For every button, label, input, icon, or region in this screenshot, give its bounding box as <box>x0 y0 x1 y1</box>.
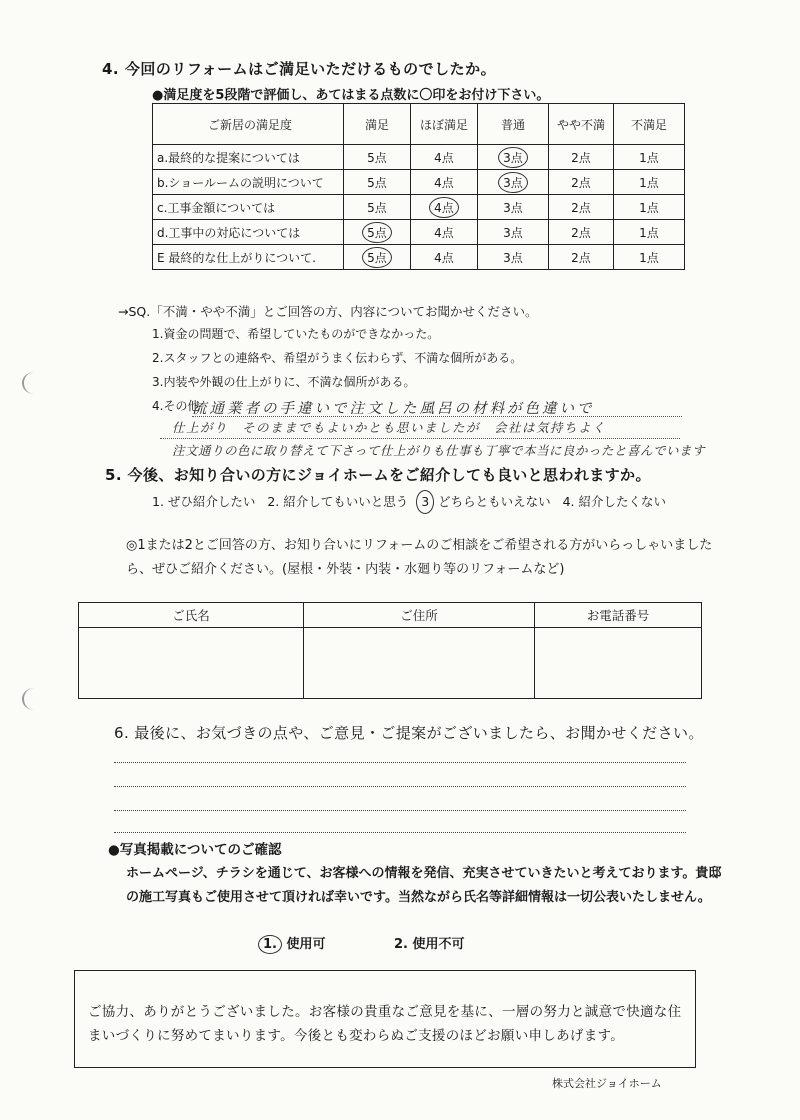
q5-options <box>152 490 702 514</box>
satisfaction-table <box>152 103 685 270</box>
sq-option: 4.その他 <box>152 399 200 413</box>
header-cell: 不満足 <box>614 104 685 145</box>
satisfaction-row <box>153 195 685 220</box>
photo-option-allowed[interactable] <box>258 933 326 954</box>
sq-title: →SQ.「不満・やや不満」とご回答の方、内容についてお聞かせください。 <box>118 304 538 319</box>
sq-option: 2.スタッフとの連絡や、希望がうまく伝わらず、不満な個所がある。 <box>152 351 523 365</box>
score-cell[interactable]: 1点 <box>639 150 659 165</box>
photo-option-denied[interactable]: 2. 使用不可 <box>394 937 465 952</box>
q5-note: ◎1または2とご回答の方、お知り合いにリフォームのご相談をご希望される方がいらっしゃいましたら、ぜひご紹介ください。(屋根・外装・内装・水廻り等のリフォームなど) <box>126 538 713 577</box>
score-cell[interactable]: 4点 <box>434 250 454 265</box>
score-cell[interactable]: 1点 <box>639 225 659 240</box>
photo-heading: ●写真掲載についてのご確認 <box>108 842 282 858</box>
satisfaction-row <box>153 145 685 170</box>
satisfaction-row <box>153 170 685 195</box>
contact-header: ご氏名 <box>79 603 304 628</box>
score-cell[interactable]: 4点 <box>434 150 454 165</box>
address-field[interactable] <box>304 628 535 699</box>
thanks-text: ご協力、ありがとうございました。お客様の貴重なご意見を基に、一層の努力と誠意で快適な住まいづくりに努めてまいります。今後とも変わらぬご支援のほどお願い申しあげます。 <box>88 1004 682 1044</box>
comment-line[interactable] <box>114 832 686 833</box>
score-cell[interactable]: 5点 <box>367 150 387 165</box>
satisfaction-header-row <box>153 104 685 145</box>
score-cell[interactable]: 1点 <box>639 250 659 265</box>
photo-body: ホームページ、チラシを通じて、お客様への情報を発信、充実させていきたいと考えております。貴邸の施工写真もご使用させて頂ければ幸いです。当然ながら氏名等詳細情報は一切公表いたしません。 <box>126 866 722 905</box>
score-cell[interactable]: 1点 <box>639 200 659 215</box>
score-cell[interactable]: 3点 <box>498 147 528 168</box>
q4-instruction: ●満足度を5段階で評価し、あてはまる点数に〇印をお付け下さい。 <box>152 88 550 103</box>
score-cell[interactable]: 1点 <box>639 175 659 190</box>
row-label: d.工事中の対応については <box>153 220 344 245</box>
header-cell: 普通 <box>478 104 549 145</box>
handwritten-line: 流通業者の手違いで注文した風呂の材料が色違いで <box>192 401 595 417</box>
photo-option-number: 1. <box>258 935 282 954</box>
q5-option[interactable]: どちらともいえない <box>438 494 551 509</box>
score-cell[interactable]: 5点 <box>362 247 392 268</box>
sq-option: 3.内装や外観の仕上がりに、不満な個所がある。 <box>152 375 416 389</box>
score-cell[interactable]: 2点 <box>571 175 591 190</box>
contact-table <box>78 602 702 699</box>
score-cell[interactable]: 5点 <box>367 175 387 190</box>
score-cell[interactable]: 4点 <box>429 197 459 218</box>
q5-option-circled[interactable]: 3 <box>416 490 434 514</box>
row-label: c.工事金額については <box>153 195 344 220</box>
punch-hole <box>22 372 46 394</box>
satisfaction-row <box>153 245 685 270</box>
q5-option[interactable]: 1. ぜひ紹介したい <box>152 494 256 509</box>
answer-line <box>160 438 680 439</box>
score-cell[interactable]: 5点 <box>362 222 392 243</box>
photo-option-label: 使用可 <box>286 937 326 952</box>
score-cell[interactable]: 3点 <box>498 172 528 193</box>
row-label: a.最終的な提案については <box>153 145 344 170</box>
sq-option: 1.資金の問題で、希望していたものができなかった。 <box>152 327 440 341</box>
row-label: E 最終的な仕上がりについて. <box>153 245 344 270</box>
score-cell[interactable]: 5点 <box>367 200 387 215</box>
contact-header: お電話番号 <box>535 603 702 628</box>
score-cell[interactable]: 2点 <box>571 150 591 165</box>
q5-option[interactable]: 4. 紹介したくない <box>562 494 666 509</box>
header-cell: ご新居の満足度 <box>153 104 344 145</box>
header-cell: 満足 <box>344 104 411 145</box>
header-cell: ほぼ満足 <box>411 104 478 145</box>
comment-line[interactable] <box>114 810 686 811</box>
score-cell[interactable]: 2点 <box>571 225 591 240</box>
name-field[interactable] <box>79 628 304 699</box>
score-cell[interactable]: 4点 <box>434 175 454 190</box>
punch-hole <box>22 688 46 710</box>
q5-option[interactable]: 2. 紹介してもいいと思う <box>267 494 409 509</box>
phone-field[interactable] <box>535 628 702 699</box>
score-cell[interactable]: 2点 <box>571 200 591 215</box>
header-cell: やや不満 <box>549 104 614 145</box>
contact-header: ご住所 <box>304 603 535 628</box>
q6-title: 6. 最後に、お気づきの点や、ご意見・ご提案がございましたら、お聞かせください。 <box>114 724 704 742</box>
satisfaction-row <box>153 220 685 245</box>
score-cell[interactable]: 4点 <box>434 225 454 240</box>
comment-line[interactable] <box>114 786 686 787</box>
comment-line[interactable] <box>114 762 686 763</box>
company-name: 株式会社ジョイホーム <box>552 1077 662 1090</box>
handwritten-line: 仕上がり そのままでもよいかとも思いましたが 会社は気持ちよく <box>172 420 607 435</box>
score-cell[interactable]: 3点 <box>503 225 523 240</box>
q4-title: 4. 今回のリフォームはご満足いただけるものでしたか。 <box>102 60 497 78</box>
q5-title: 5. 今後、お知り合いの方にジョイホームをご紹介しても良いと思われますか。 <box>105 466 651 484</box>
handwritten-line: 注文通りの色に取り替えて下さって仕上がりも仕事も丁寧で本当に良かったと喜んでいます <box>172 443 706 458</box>
answer-line <box>192 416 682 417</box>
row-label: b.ショールームの説明について <box>153 170 344 195</box>
score-cell[interactable]: 3点 <box>503 200 523 215</box>
score-cell[interactable]: 3点 <box>503 250 523 265</box>
score-cell[interactable]: 2点 <box>571 250 591 265</box>
